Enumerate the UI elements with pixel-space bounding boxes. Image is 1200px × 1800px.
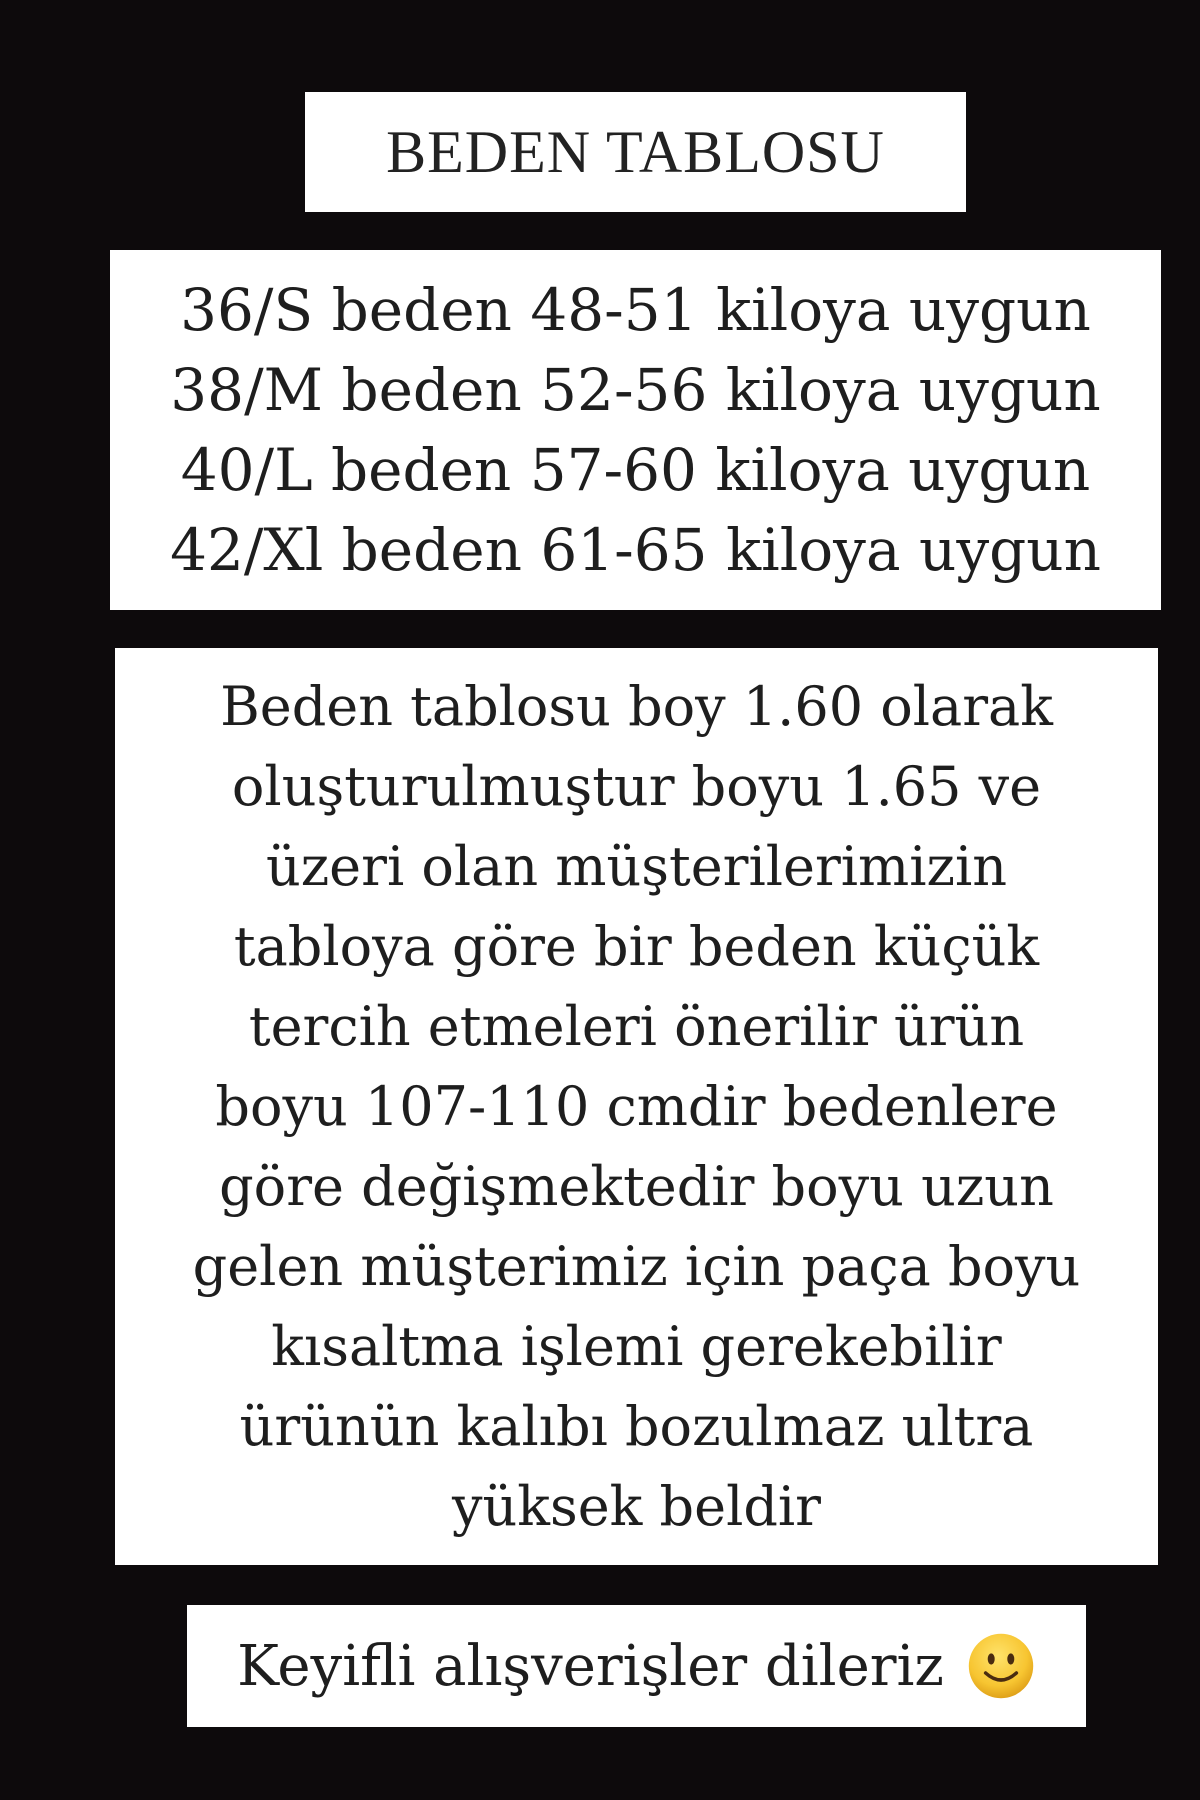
note-line: oluşturulmuştur boyu 1.65 ve: [231, 754, 1042, 818]
size-row-s: 36/S beden 48-51 kiloya uygun: [180, 276, 1091, 344]
note-line: ürünün kalıbı bozulmaz ultra: [239, 1394, 1034, 1458]
note-line: yüksek beldir: [451, 1474, 821, 1538]
smiley-face-icon: [966, 1631, 1036, 1701]
note-line: tabloya göre bir beden küçük: [233, 914, 1040, 978]
closing-panel: [187, 1605, 1086, 1727]
note-line: üzeri olan müşterilerimizin: [265, 834, 1008, 898]
title-panel: [305, 92, 966, 212]
note-line: tercih etmeleri önerilir ürün: [248, 994, 1025, 1058]
size-row-m: 38/M beden 52-56 kiloya uygun: [170, 356, 1101, 424]
size-note-panel: [115, 648, 1158, 1565]
note-line: boyu 107-110 cmdir bedenlere: [215, 1074, 1058, 1138]
note-line: göre değişmektedir boyu uzun: [219, 1154, 1054, 1218]
closing-message: Keyifli alışverişler dileriz: [237, 1633, 944, 1699]
size-chart-panel: [110, 250, 1161, 610]
note-line: gelen müşterimiz için paça boyu: [192, 1234, 1081, 1298]
page-title: BEDEN TABLOSU: [386, 118, 885, 185]
size-row-l: 40/L beden 57-60 kiloya uygun: [180, 436, 1091, 504]
note-line: Beden tablosu boy 1.60 olarak: [220, 674, 1053, 738]
note-line: kısaltma işlemi gerekebilir: [271, 1314, 1002, 1378]
size-row-xl: 42/Xl beden 61-65 kiloya uygun: [170, 516, 1101, 584]
